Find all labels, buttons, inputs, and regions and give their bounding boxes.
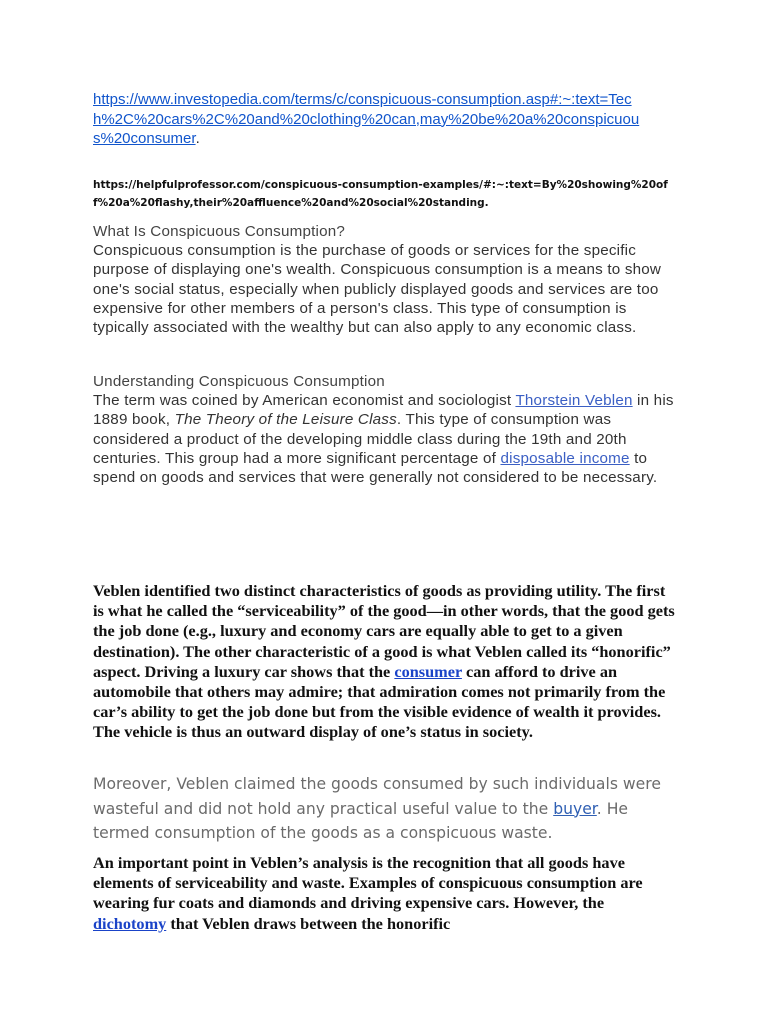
dichotomy-link[interactable]: dichotomy — [93, 913, 167, 933]
paragraph-conspicuous-waste: Moreover, Veblen claimed the goods consumed by such individuals were wasteful and did not hold any practical useful value to the buyer. He termed consumption of the goods as a conspicuous waste. — [93, 775, 661, 842]
section-body: The term was coined by American economist and sociologist Thorstein Veblen in his 1889 book, The Theory of the Leisure Class. This type of consumption was considered a product of the developing middle class during the 19th and 20th centuries. This group had a more significant percentage of disposable income to spend on goods and services that were generally not considered to be necessary. — [93, 392, 674, 487]
thorstein-veblen-link[interactable]: Thorstein Veblen — [515, 392, 633, 410]
paragraph-serviceability: Veblen identified two distinct characteristics of goods as providing utility. The first is what he called the “serviceability” of the good—in other words, that the good gets the job done (e.g., luxury and economy cars are equally able to get to a given destination). The other characteristic of a good is what Veblen called its “honorific” aspect. Driving a luxury car shows that the consumer can afford to drive an automobile that others may admire; that admiration comes not primarily from the car’s ability to get the job done but from the visible evidence of wealth it provides. The vehicle is thus an outward display of one’s status in society. — [93, 581, 675, 742]
book-title: The Theory of the Leisure Class — [174, 411, 397, 429]
section-heading: What Is Conspicuous Consumption? — [93, 223, 346, 240]
section-heading: Understanding Conspicuous Consumption — [93, 373, 385, 390]
investopedia-link[interactable]: https://www.investopedia.com/terms/c/conspicuous-consumption.asp#:~:text=Tech%2C%20cars%2C%20and%20clothing%20can,may%20be%20a%20conspicuous%20consumer — [93, 91, 640, 147]
buyer-link[interactable]: buyer — [553, 799, 597, 818]
consumer-link[interactable]: consumer — [394, 661, 462, 681]
section-understanding — [93, 372, 683, 487]
url-trailing-period: . — [195, 130, 200, 147]
investopedia-url — [93, 90, 653, 149]
section-what-is — [93, 222, 683, 337]
disposable-income-link[interactable]: disposable income — [500, 449, 630, 467]
helpfulprofessor-url: https://helpfulprofessor.com/conspicuous-consumption-examples/#:~:text=By%20showing%20off%20a%20flashy,their%20affluence%20and%20social%20standing. — [93, 179, 668, 209]
paragraph-analysis: An important point in Veblen’s analysis is the recognition that all goods have elements of serviceability and waste. Examples of conspicuous consumption are wearing fur coats and diamonds and driving expensive cars. However, the dichotomy that Veblen draws between the honorific — [93, 853, 643, 933]
section-body: Conspicuous consumption is the purchase of goods or services for the specific purpose of displaying one's wealth. Conspicuous consumption is a means to show one's social status, especially when publicly displayed goods and services are too expensive for other members of a person's class. This type of consumption is typically associated with the wealthy but can also apply to any economic class. — [93, 242, 662, 337]
